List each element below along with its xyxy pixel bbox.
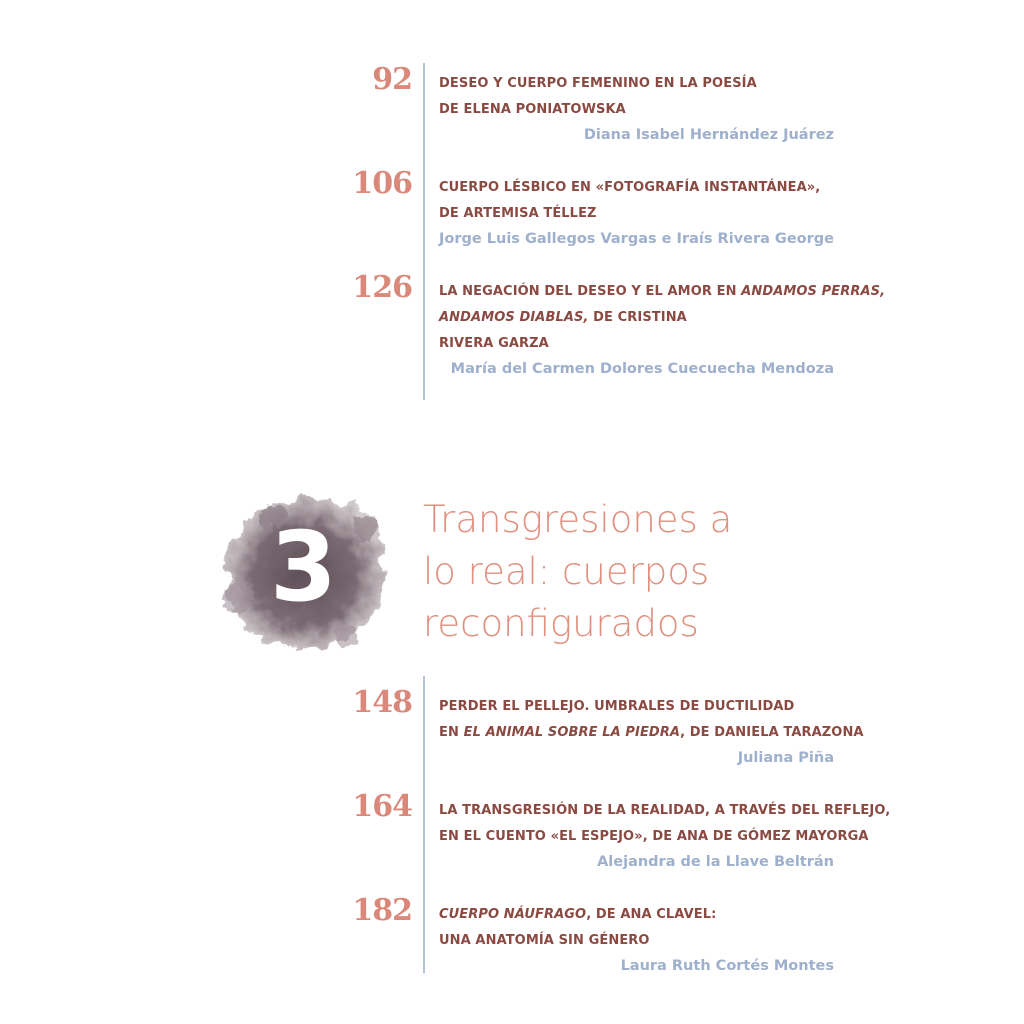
entry-author: Jorge Luis Gallegos Vargas e Iraís Rivera George (439, 231, 834, 247)
entry-title-line (439, 284, 885, 300)
entry-title-line: LA TRANSGRESIÓN DE LA REALIDAD, A TRAVÉS DEL REFLEJO, (439, 803, 891, 818)
entry-author: Diana Isabel Hernández Juárez (583, 127, 834, 143)
entry-title-line: PERDER EL PELLEJO. UMBRALES DE DUCTILIDAD (439, 699, 795, 714)
title-text: LA NEGACIÓN DEL DESEO Y EL AMOR EN (439, 284, 742, 299)
page-number: 182 (352, 893, 412, 928)
entry-author: Laura Ruth Cortés Montes (620, 958, 834, 974)
title-text: , DE DANIELA TARAZONA (680, 725, 864, 740)
page-number: 148 (352, 685, 412, 720)
entry-title-line: CUERPO LÉSBICO EN «FOTOGRAFÍA INSTANTÁNEA», (439, 180, 821, 195)
title-text: EN (439, 725, 464, 740)
chapter-title-line: reconfigurados (423, 602, 699, 645)
entry-title-line (439, 907, 716, 923)
toc-divider-top (423, 63, 425, 400)
entry-title-line: DE ELENA PONIATOWSKA (439, 102, 626, 117)
entry-title-line: UNA ANATOMÍA SIN GÉNERO (439, 933, 650, 948)
toc-divider-bottom (423, 676, 425, 973)
entry-title-line (439, 310, 687, 326)
chapter-title-line: lo real: cuerpos (423, 550, 710, 593)
page-number: 126 (352, 270, 412, 305)
entry-author: Alejandra de la Llave Beltrán (597, 854, 834, 870)
entry-title-line (439, 725, 864, 741)
page-number: 92 (372, 62, 412, 97)
title-italic-text: ANDAMOS DIABLAS, (439, 310, 589, 325)
chapter-title (423, 494, 732, 650)
title-italic-text: ANDAMOS PERRAS, (741, 284, 886, 299)
title-italic-text: EL ANIMAL SOBRE LA PIEDRA (463, 725, 681, 740)
title-text: , DE ANA CLAVEL: (586, 907, 717, 922)
page-number: 106 (352, 166, 412, 201)
entry-title-line: RIVERA GARZA (439, 336, 549, 351)
entry-title-line: EN EL CUENTO «EL ESPEJO», DE ANA DE GÓMEZ MAYORGA (439, 829, 869, 844)
title-italic-text: CUERPO NÁUFRAGO (439, 907, 587, 922)
page-number: 164 (352, 789, 412, 824)
title-text: DE CRISTINA (588, 310, 687, 325)
chapter-title-line: Transgresiones a (423, 498, 733, 541)
entry-author: María del Carmen Dolores Cuecuecha Mendoza (450, 361, 834, 377)
entry-title-line: DE ARTEMISA TÉLLEZ (439, 206, 597, 221)
entry-author: Juliana Piña (737, 750, 834, 766)
entry-title-line: DESEO Y CUERPO FEMENINO EN LA POESÍA (439, 76, 757, 91)
chapter-number: 3 (270, 511, 337, 623)
